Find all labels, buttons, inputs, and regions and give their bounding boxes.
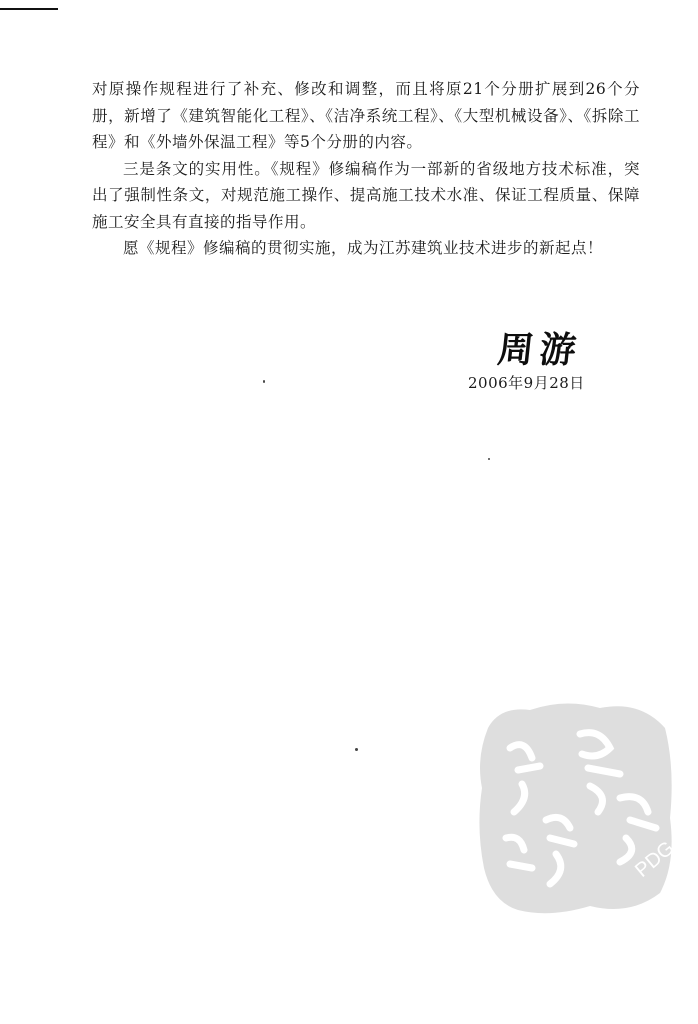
paragraph-2: 三是条文的实用性。《规程》修编稿作为一部新的省级地方技术标准，突出了强制性条文，对规范施工操作、提高施工技术水准、保证工程质量、保障施工安全具有直接的指导作用。 — [92, 159, 640, 231]
scan-speck — [488, 458, 490, 460]
signature: 周游 — [495, 330, 584, 371]
signature-date: 2006年9月28日 — [468, 374, 585, 392]
watermark-text: PDG — [631, 837, 679, 882]
paragraph-3: 愿《规程》修编稿的贯彻实施，成为江苏建筑业技术进步的新起点！ — [123, 239, 604, 257]
body-text — [92, 76, 640, 262]
paragraph-1: 对原操作规程进行了补充、修改和调整，而且将原21个分册扩展到26个分册，新增了《建筑智能化工程》、《洁净系统工程》、《大型机械设备》、《拆除工程》和《外墙外保温工程》等5个分册的内容。 — [92, 80, 640, 151]
watermark-stamp — [470, 688, 680, 918]
top-rule — [0, 8, 58, 10]
scan-speck — [263, 380, 265, 383]
scan-speck — [355, 748, 358, 751]
